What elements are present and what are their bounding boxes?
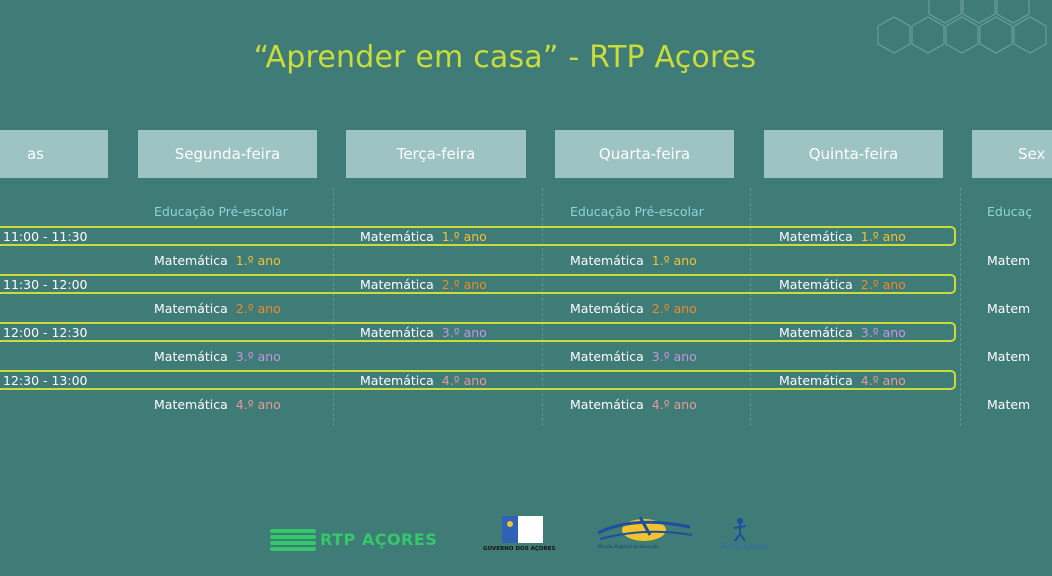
rtp-acores-text: RTP AÇORES <box>320 530 438 549</box>
day-header-quarta <box>555 130 734 178</box>
schedule-entry <box>779 373 906 388</box>
grade: 4.º ano <box>651 397 697 412</box>
day-header-cut-left <box>0 130 108 178</box>
direcao-regional-logo <box>594 513 694 553</box>
subject: Matem <box>987 397 1031 412</box>
subject: Matemática <box>360 229 434 244</box>
subject: Matemática <box>154 397 228 412</box>
grade: 3.º ano <box>441 325 487 340</box>
grade: 4.º ano <box>860 373 906 388</box>
grade: 2.º ano <box>651 301 697 316</box>
grade: 3.º ano <box>235 349 281 364</box>
grade: 1.º ano <box>651 253 697 268</box>
pre-school-label: Educação Pré-escolar <box>570 204 704 219</box>
schedule-entry <box>154 349 281 364</box>
grade: 1.º ano <box>235 253 281 268</box>
schedule-entry <box>154 301 281 316</box>
column-divider <box>750 188 751 426</box>
page-title: “Aprender em casa” - RTP Açores <box>253 40 757 75</box>
schedule-entry-cut <box>987 349 1030 364</box>
prosucesso-text: ProSucesso <box>722 542 768 551</box>
subject: Matemática <box>570 301 644 316</box>
day-label: Terça-feira <box>396 145 476 163</box>
schedule-entry <box>154 253 281 268</box>
day-label: Quarta-feira <box>598 145 691 163</box>
day-label: Sex <box>1018 145 1046 163</box>
grade: 1.º ano <box>441 229 487 244</box>
figure-icon <box>730 516 750 542</box>
subject: Matemática <box>779 277 853 292</box>
governo-acores-logo <box>483 514 565 558</box>
subject: Matemática <box>779 229 853 244</box>
schedule-entry-cut <box>987 253 1030 268</box>
day-label: Quinta-feira <box>808 145 899 163</box>
column-divider <box>333 188 334 426</box>
subject: Matemática <box>779 325 853 340</box>
subject: Matemática <box>360 277 434 292</box>
governo-text: GOVERNO DOS AÇORES <box>483 546 556 552</box>
direcao-text: Direção Regional da Educação <box>598 544 659 549</box>
grade: 3.º ano <box>860 325 906 340</box>
column-divider <box>542 188 543 426</box>
subject: Matemática <box>570 397 644 412</box>
pre-school-label: Educaç <box>987 204 1033 219</box>
subject: Matem <box>987 253 1031 268</box>
subject: Matemática <box>360 325 434 340</box>
schedule-entry <box>779 277 906 292</box>
prosucesso-logo <box>720 516 782 558</box>
schedule-entry <box>360 325 487 340</box>
subject: Matem <box>987 349 1031 364</box>
day-header-quinta <box>764 130 943 178</box>
subject: Matemática <box>154 301 228 316</box>
day-header-segunda <box>138 130 317 178</box>
grade: 3.º ano <box>651 349 697 364</box>
schedule-entry <box>570 349 697 364</box>
schedule-entry-cut <box>987 301 1030 316</box>
grade: 1.º ano <box>860 229 906 244</box>
schedule-entry <box>360 277 487 292</box>
time-slot: 11:00 - 11:30 <box>3 229 88 244</box>
subject: Matemática <box>360 373 434 388</box>
grade: 2.º ano <box>235 301 281 316</box>
subject: Matem <box>987 301 1031 316</box>
subject: Matemática <box>154 349 228 364</box>
grade: 2.º ano <box>860 277 906 292</box>
schedule-entry <box>360 373 487 388</box>
education-swoosh-icon <box>594 513 694 545</box>
subject: Matemática <box>570 253 644 268</box>
schedule-entry <box>154 397 281 412</box>
column-divider <box>960 188 961 426</box>
time-slot: 12:30 - 13:00 <box>3 373 88 388</box>
day-label: Segunda-feira <box>174 145 281 163</box>
subject: Matemática <box>779 373 853 388</box>
time-slot: 11:30 - 12:00 <box>3 277 88 292</box>
grade: 4.º ano <box>235 397 281 412</box>
grade: 2.º ano <box>441 277 487 292</box>
schedule-entry <box>570 301 697 316</box>
rtp-acores-logo <box>270 526 455 556</box>
schedule-entry <box>360 229 487 244</box>
grade: 4.º ano <box>441 373 487 388</box>
schedule-entry <box>570 397 697 412</box>
schedule-entry-cut <box>987 397 1030 412</box>
subject: Matemática <box>570 349 644 364</box>
day-header-sexta-cut <box>972 130 1052 178</box>
time-slot: 12:00 - 12:30 <box>3 325 88 340</box>
pre-school-label: Educação Pré-escolar <box>154 204 288 219</box>
schedule-entry <box>570 253 697 268</box>
flag-icon <box>483 514 565 546</box>
day-header-terca <box>346 130 526 178</box>
subject: Matemática <box>154 253 228 268</box>
schedule-entry <box>779 325 906 340</box>
day-label: as <box>26 145 44 163</box>
schedule-entry <box>779 229 906 244</box>
